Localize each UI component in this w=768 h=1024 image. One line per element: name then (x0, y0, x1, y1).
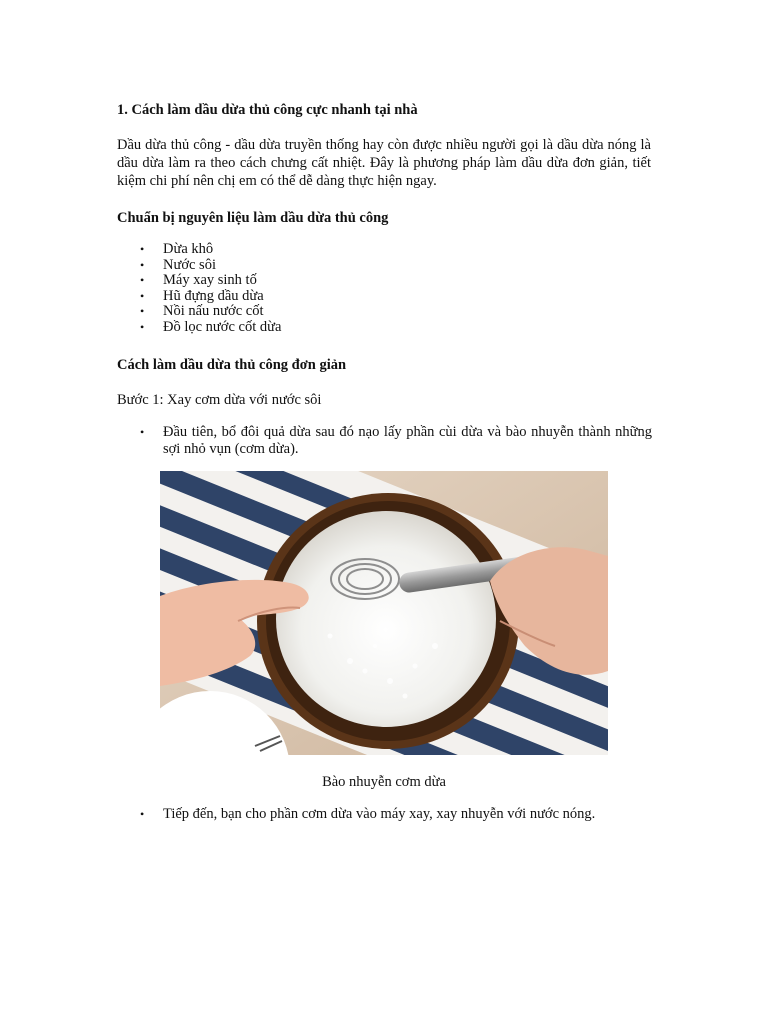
step-title: Bước 1: Xay cơm dừa với nước sôi (117, 392, 322, 408)
image-caption: Bào nhuyễn cơm dừa (322, 774, 446, 790)
list-item (140, 258, 281, 274)
list-item (140, 806, 652, 823)
ingredients-heading: Chuẩn bị nguyên liệu làm dầu dừa thủ công (117, 210, 389, 226)
list-item (140, 320, 281, 336)
bullet-icon: • (140, 288, 145, 303)
list-item-text: Nồi nấu nước cốt (163, 303, 264, 319)
list-item (140, 424, 652, 458)
method-heading: Cách làm dầu dừa thủ công đơn giản (117, 357, 347, 373)
section-heading: 1. Cách làm dầu dừa thủ công cực nhanh tại nhà (117, 102, 418, 118)
intro-paragraph: Dầu dừa thủ công - dầu dừa truyền thống hay còn được nhiều người gọi là dầu dừa nóng là dầu dừa làm ra theo cách chưng cất nhiệt. Đây là phương pháp làm dầu dừa đơn giản, tiết kiệm chi phí nên chị em có thể dễ dàng thực hiện ngay. (117, 137, 651, 189)
list-item-text: Dừa khô (163, 241, 214, 257)
list-item (140, 273, 281, 289)
list-item-text: Đầu tiên, bổ đôi quả dừa sau đó nạo lấy phần cùi dừa và bào nhuyễn thành những sợi nhỏ vụn (cơm dừa). (163, 424, 652, 457)
bullet-icon: • (140, 242, 145, 256)
ingredients-list (140, 242, 281, 335)
list-item (140, 242, 281, 258)
list-item (140, 289, 281, 305)
bullet-icon: • (140, 807, 145, 821)
bullet-icon: • (140, 257, 145, 272)
bullet-icon: • (140, 319, 145, 334)
list-item-text: Tiếp đến, bạn cho phần cơm dừa vào máy xay, xay nhuyễn với nước nóng. (163, 806, 596, 822)
list-item (140, 304, 281, 320)
list-item-text: Máy xay sinh tố (163, 272, 257, 288)
bullet-icon: • (140, 273, 145, 287)
grated-coconut-photo (160, 471, 608, 755)
list-item-text: Nước sôi (163, 256, 216, 273)
bullet-icon: • (140, 425, 145, 439)
bullet-icon: • (140, 304, 145, 318)
list-item-text: Hũ đựng dầu dừa (163, 287, 264, 304)
list-item-text: Đồ lọc nước cốt dừa (163, 318, 282, 335)
